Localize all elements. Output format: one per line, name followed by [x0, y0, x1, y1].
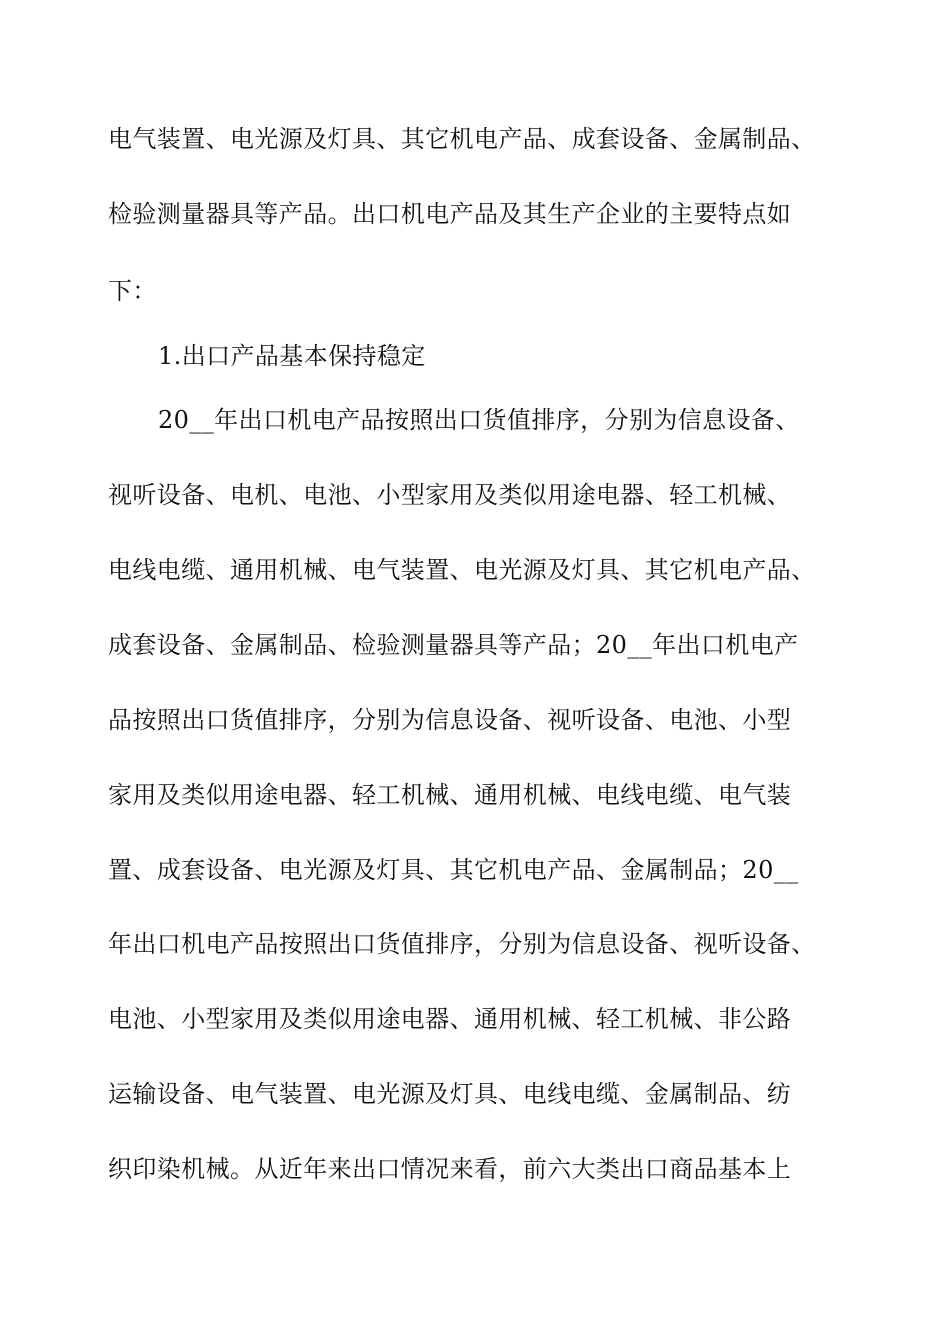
section-heading: 1.出口产品基本保持稳定 [158, 342, 426, 370]
text-line: 运输设备、电气装置、电光源及灯具、电线电缆、金属制品、纺 [108, 1080, 792, 1108]
text-line: 成套设备、金属制品、检验测量器具等产品；20__年出口机电产 [108, 631, 799, 659]
text-line: 下： [108, 277, 157, 305]
text-line: 视听设备、电机、电池、小型家用及类似用途电器、轻工机械、 [108, 481, 792, 509]
text-line: 置、成套设备、电光源及灯具、其它机电产品、金属制品；20__ [108, 856, 799, 884]
text-line: 检验测量器具等产品。出口机电产品及其生产企业的主要特点如 [108, 200, 792, 228]
text-line: 电池、小型家用及类似用途电器、通用机械、轻工机械、非公路 [108, 1005, 792, 1033]
text-line: 品按照出口货值排序，分别为信息设备、视听设备、电池、小型 [108, 706, 792, 734]
text-line: 20__年出口机电产品按照出口货值排序，分别为信息设备、 [158, 406, 800, 434]
text-line: 电气装置、电光源及灯具、其它机电产品、成套设备、金属制品、 [108, 125, 816, 153]
text-line: 家用及类似用途电器、轻工机械、通用机械、电线电缆、电气装 [108, 781, 792, 809]
text-line: 织印染机械。从近年来出口情况来看，前六大类出口商品基本上 [108, 1155, 792, 1183]
text-line: 年出口机电产品按照出口货值排序，分别为信息设备、视听设备、 [108, 930, 816, 958]
text-line: 电线电缆、通用机械、电气装置、电光源及灯具、其它机电产品、 [108, 556, 816, 584]
